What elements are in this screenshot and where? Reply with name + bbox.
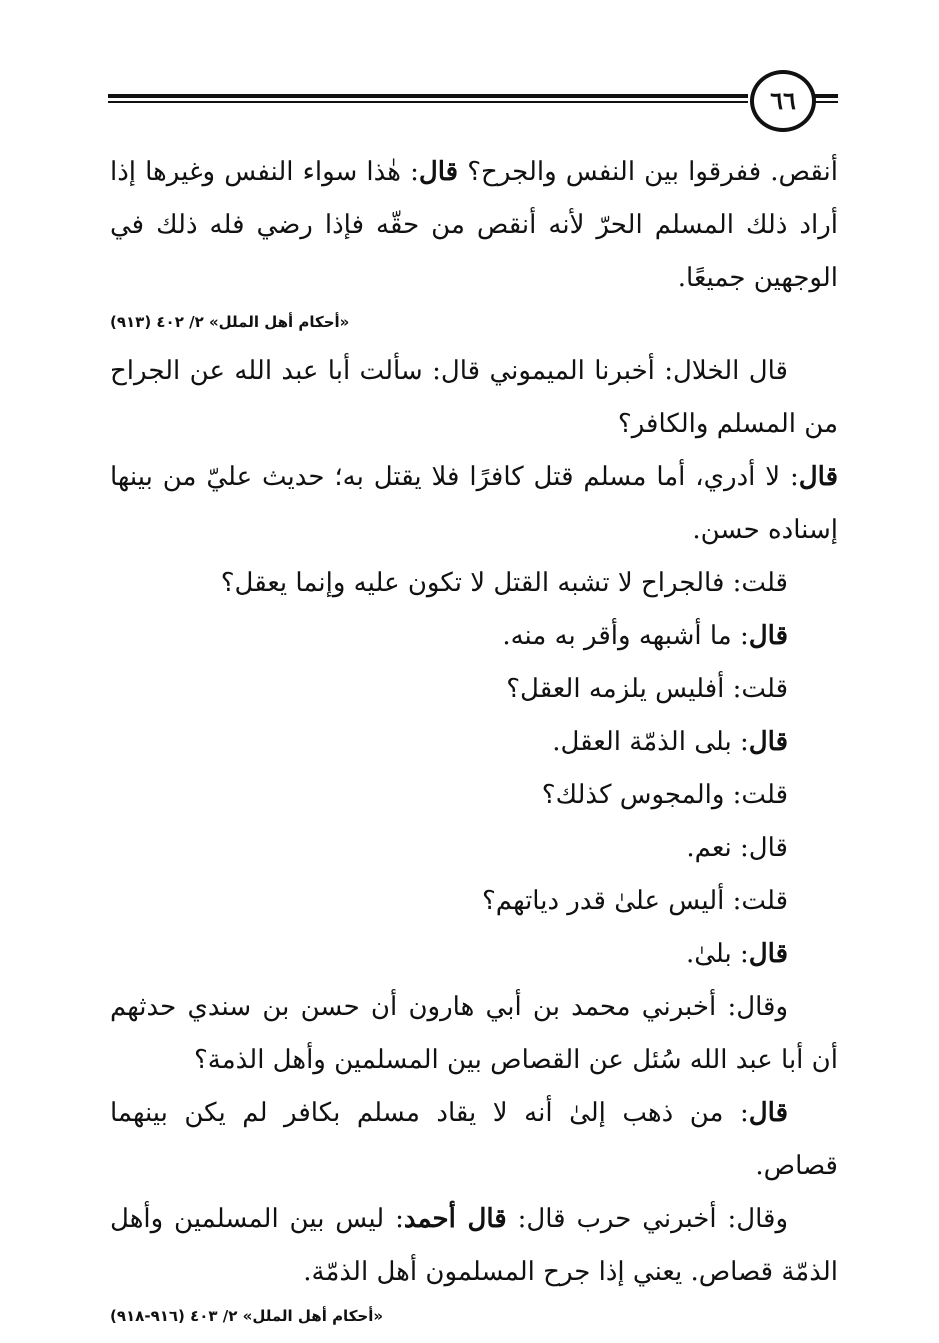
paragraph: قال الخلال: أخبرنا الميموني قال: سألت أبا عبد الله عن الجراح من المسلم والكافر؟ (110, 356, 838, 439)
dialogue-text: : بلى الذمّة العقل. (552, 727, 749, 757)
speaker-label: قال (798, 462, 838, 492)
paragraph-text: : من ذهب إلىٰ أنه لا يقاد مسلم بكافر لم يكن بينهما قصاص. (110, 1098, 838, 1181)
speaker-label: قال (418, 157, 459, 187)
paragraph (110, 146, 838, 305)
paragraph-text: وقال: أخبرني حرب قال: (517, 1204, 789, 1234)
page-number: ٦٦ (750, 70, 816, 132)
speaker-label: قال (748, 621, 788, 651)
dialogue-line (110, 928, 838, 981)
paragraph-text: : هٰذا سواء النفس وغيرها إذا أراد ذلك المسلم الحرّ لأنه أنقص من حقّه فإذا رضي فله ذلك في الوجهين جميعًا. (110, 157, 838, 293)
paragraph (110, 1193, 838, 1299)
speaker-label: قال أحمد (403, 1204, 507, 1234)
paragraph-text: : لا أدري، أما مسلم قتل كافرًا فلا يقتل به؛ حديث عليّ من بينها إسناده حسن. (110, 462, 838, 545)
page-header (108, 68, 838, 130)
header-rule (108, 94, 748, 98)
header-rule (108, 101, 748, 103)
header-rule (815, 94, 838, 98)
dialogue-line (110, 610, 838, 663)
paragraph (110, 1087, 838, 1193)
dialogue-line: قلت: والمجوس كذلك؟ (541, 780, 788, 810)
paragraph-text: أنقص. ففرقوا بين النفس والجرح؟ (467, 157, 838, 187)
citation-text: «أحكام أهل الملل» ٢/ ٤٠٣ (٩١٦-٩١٨) (110, 1307, 384, 1325)
paragraph: وقال: أخبرني محمد بن أبي هارون أن حسن بن سندي حدثهم أن أبا عبد الله سُئل عن القصاص بين المسلمين وأهل الذمة؟ (110, 992, 838, 1075)
dialogue-line: قلت: أفليس يلزمه العقل؟ (506, 674, 788, 704)
speaker-label: قال (748, 939, 788, 969)
paragraph-text: : ليس بين المسلمين وأهل الذمّة قصاص. يعني إذا جرح المسلمون أهل الذمّة. (110, 1204, 838, 1287)
citation (110, 309, 838, 335)
header-rule (815, 101, 838, 103)
body-text (110, 146, 838, 1339)
citation-text: «أحكام أهل الملل» ٢/ ٤٠٢ (٩١٣) (110, 313, 350, 331)
speaker-label: قال (748, 1098, 788, 1128)
dialogue-line: قلت: أليس علىٰ قدر دياتهم؟ (481, 886, 788, 916)
paragraph (110, 451, 838, 557)
dialogue-text: : ما أشبهه وأقر به منه. (502, 621, 749, 651)
speaker-label: قال (748, 727, 788, 757)
citation (110, 1303, 838, 1329)
dialogue-line: قال: نعم. (686, 833, 788, 863)
dialogue-line: قلت: فالجراح لا تشبه القتل لا تكون عليه وإنما يعقل؟ (220, 568, 788, 598)
dialogue-text: : بلىٰ. (685, 939, 749, 969)
dialogue-line (110, 716, 838, 769)
